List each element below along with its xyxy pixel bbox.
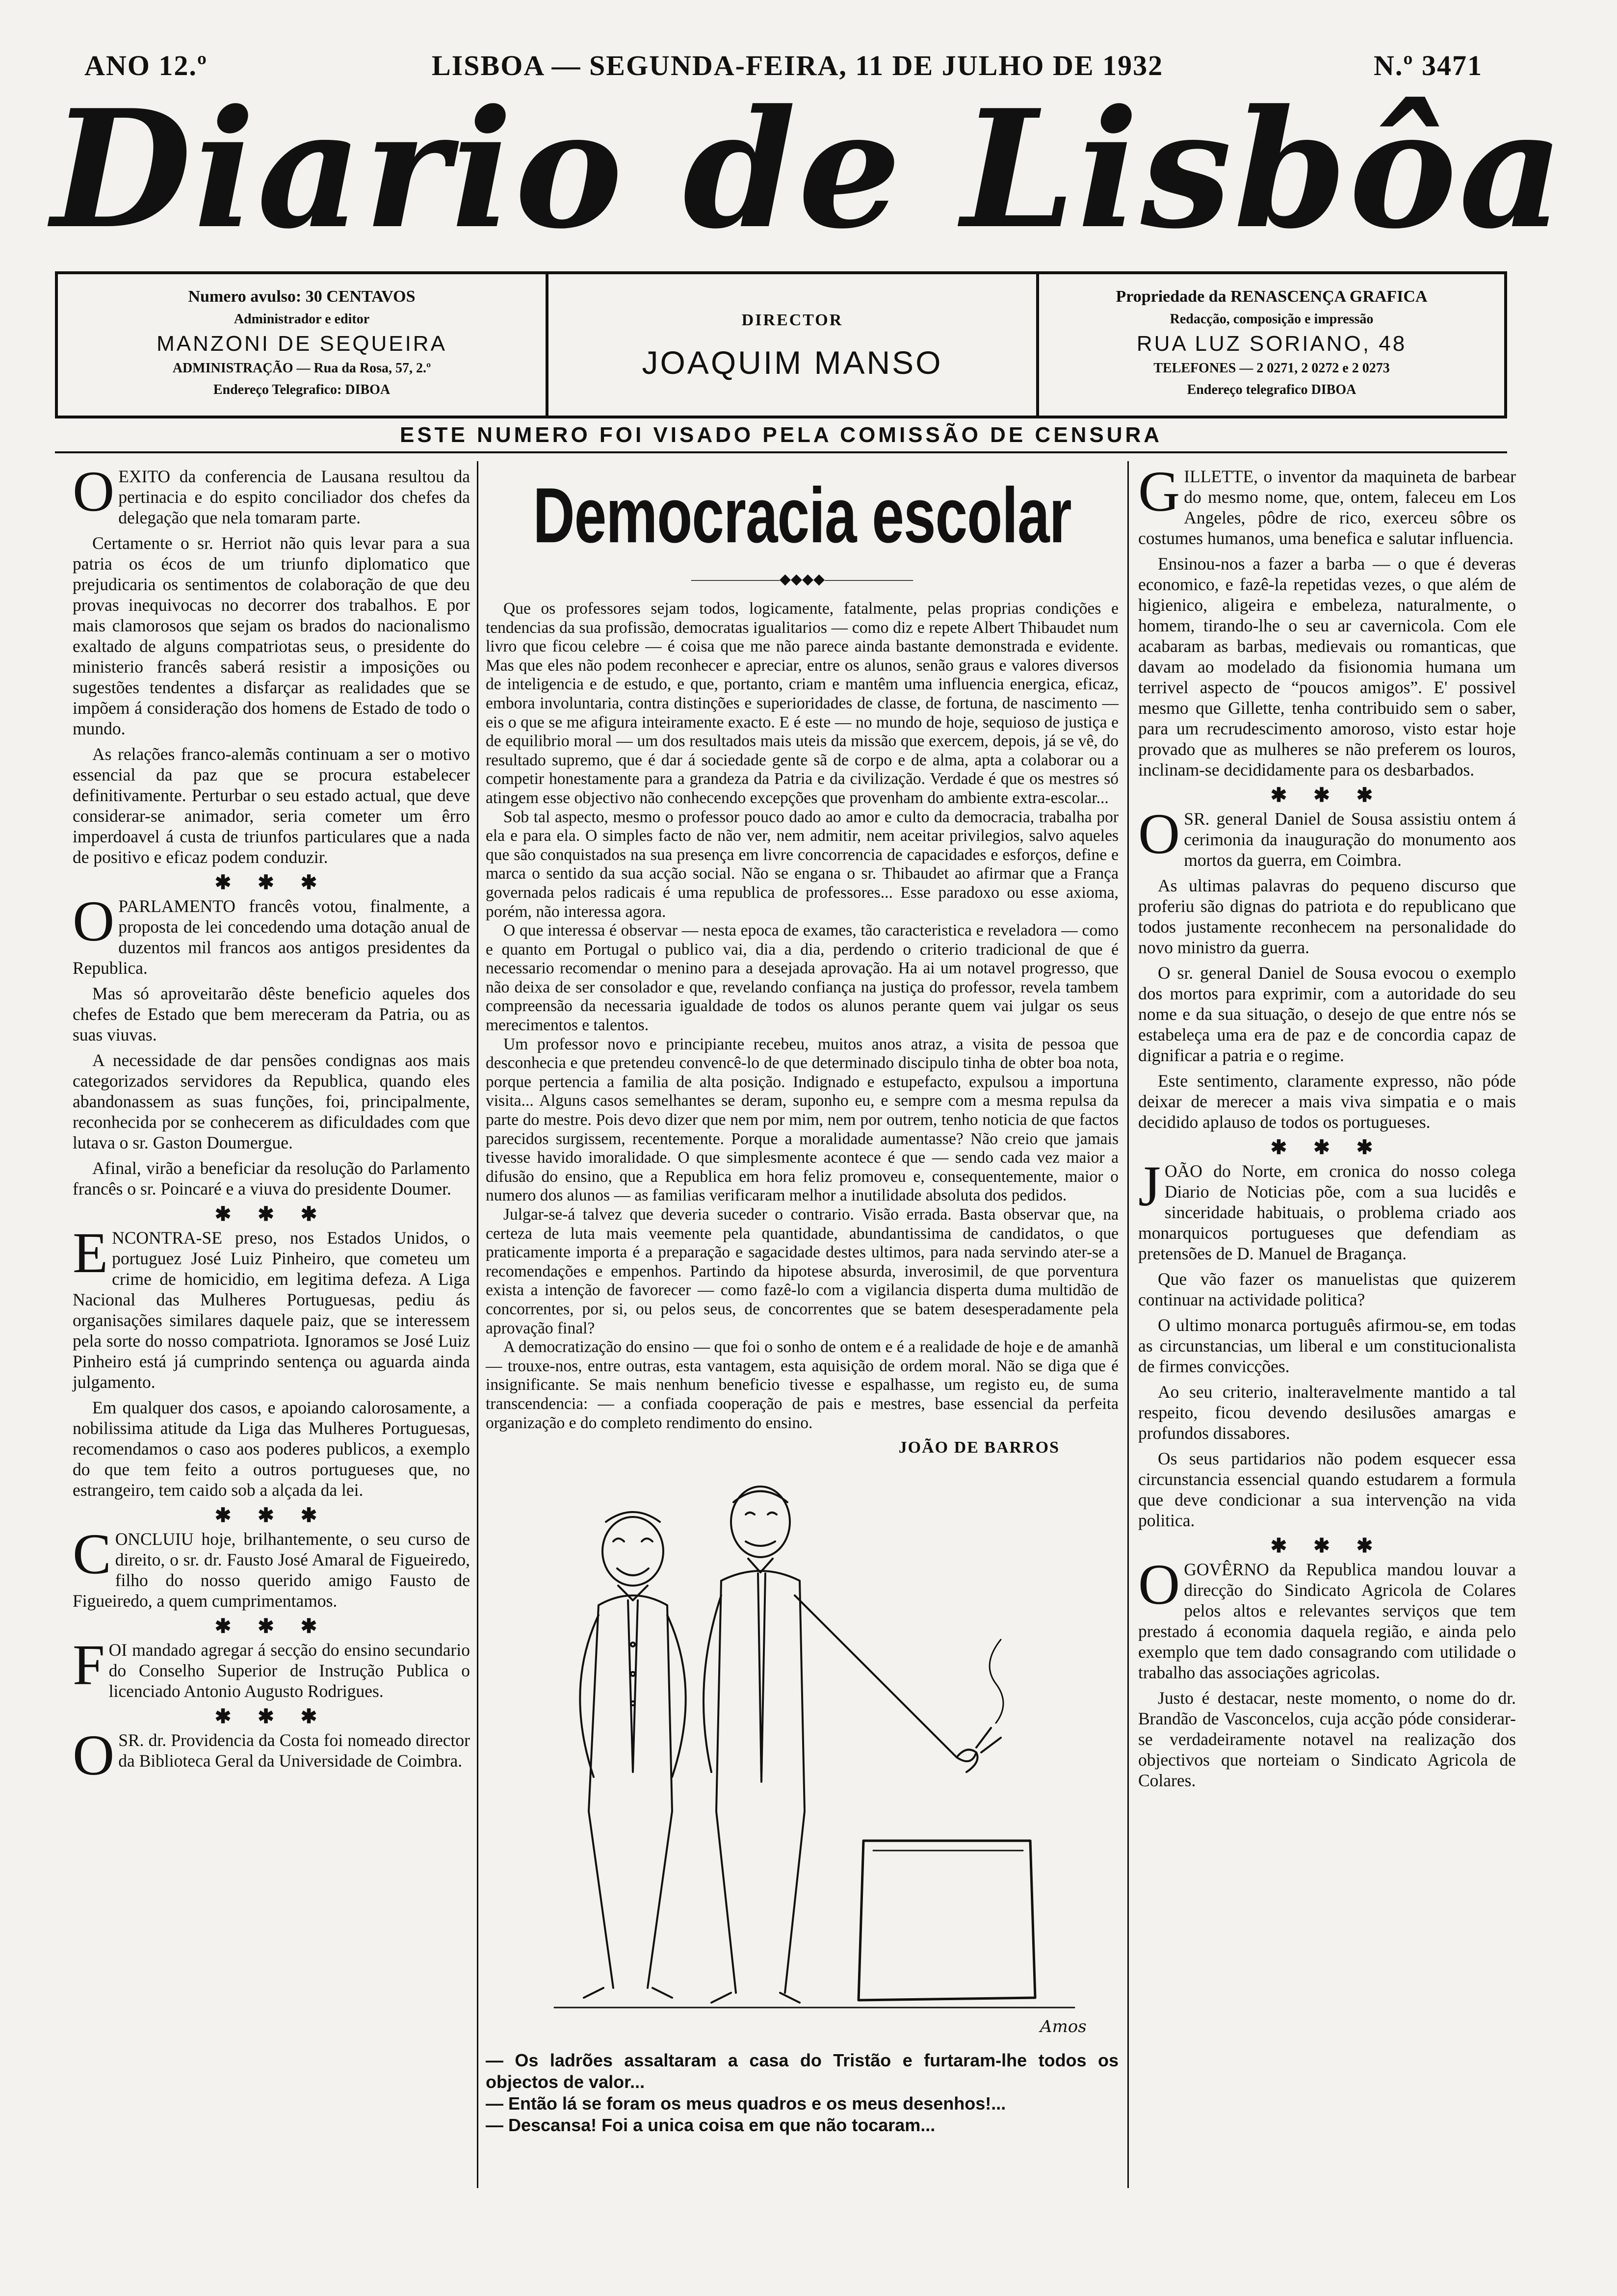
paragraph: PARLAMENTO francês votou, finalmente, a proposta de lei concedendo uma dotação anual de duzentos mil francos aos antigos presidentes da Republica. [73,896,470,978]
paragraph: OI mandado agregar á secção do ensino secundario do Conselho Superior de Instrução Publica o licenciado Antonio Augusto Rodrigues. [108,1640,470,1701]
dropcap: O [73,889,115,953]
brief-general [1138,802,1516,1132]
brief-gillette [1138,459,1516,780]
brief-parlamento [73,889,470,1199]
paragraph: A democratização do ensino — que foi o sonho de ontem e é a realidade de hoje e de amanhã — trouxe-nos, entre outras, esta vantagem, esta aquisição de ordem moral. Não se diga que é insignificante. Se mais nenhum beneficio tivesse e espalhasse, um registo eu, de suma transcendencia: — a confiada cooperação de pais e mestres, base essencial da perfeita organização e do completo rendimento do ensino. [486,1338,1119,1432]
admin-label: Administrador e editor [234,312,370,327]
telegraph-address: Endereço Telegrafico: DIBOA [213,382,391,397]
brief-lausana [73,459,470,867]
separator: ✱ ✱ ✱ [214,1705,328,1727]
paragraph: SR. general Daniel de Sousa assistiu ontem á cerimonia da inauguração do monumento aos mortos da guerra, em Coimbra. [1184,809,1516,870]
info-left [58,274,548,416]
masthead: Diario de Lisbôa [51,74,1566,264]
dateline: LISBOA — SEGUNDA-FEIRA, 11 DE JULHO DE 1932 [432,50,1164,81]
separator: ✱ ✱ ✱ [214,1504,328,1526]
separator: ✱ ✱ ✱ [214,1203,328,1225]
cartoon-caption [486,2050,1119,2136]
phones: TELEFONES — 2 0271, 2 0272 e 2 0273 [1153,361,1390,376]
owner-line: Propriedade da RENASCENÇA GRAFICA [1116,287,1428,306]
cartoon [486,1468,1119,2047]
editorial-address: RUA LUZ SORIANO, 48 [1136,332,1407,356]
brief-preso [73,1221,470,1500]
right-column [1138,459,1516,1796]
brief-biblioteca [73,1723,470,1787]
censorship-notice: ESTE NUMERO FOI VISADO PELA COMISSÃO DE CENSURA [399,423,1163,447]
paragraph: ONCLUIU hoje, brilhantemente, o seu curso de direito, o sr. dr. Fausto José Amaral de Figueiredo, filho do nosso querido amigo Fausto de Figueiredo, a quem cumprimentamos. [73,1529,470,1611]
info-bar [55,271,1507,418]
paragraph: Ao seu criterio, inalteravelmente mantido a tal respeito, ficou devendo desilusões amargas e profundos dissabores. [1138,1382,1516,1443]
paragraph: Afinal, virão a beneficiar da resolução do Parlamento francês o sr. Poincaré e a viuva do presidente Doumer. [73,1158,470,1199]
article-body [486,600,1119,1433]
edition-year: ANO 12.º [84,50,208,81]
director-label: DIRECTOR [741,311,843,329]
caption-line: — Então lá se foram os meus quadros e os meus desenhos!... [486,2093,1006,2114]
issue-number: N.º 3471 [1374,50,1483,81]
paragraph: O sr. general Daniel de Sousa evocou o exemplo dos mortos para exprimir, com a autoridade do seu nome e da sua situação, o desejo de que entre nós se estabeleça uma era de paz e de concordia capaz de dignificar a patria e o regime. [1138,963,1516,1065]
paragraph: O que interessa é observar — nesta epoca de exames, tão caracteristica e reveladora — como e quanto em Portugal o publico vai, dia a dia, perdendo o criterio tradicional de que é necessario recomendar o menino para a desejada aprovação. Ha ai um notavel progresso, que não deixa de ser consolador e que, revelando confiança na justiça do professor, revela tambem compreensão da necessaria igualdade de todos os alunos perante quem vai julgar os seus merecimentos e talentos. [486,921,1119,1035]
dropcap: O [1138,802,1180,866]
paragraph: OÃO do Norte, em cronica do nosso colega Diario de Noticias põe, com a sua lucidês e sinceridade habituais, o problema criado aos monarquicos portugueses que defendiam as pretensões de D. Manuel de Bragança. [1138,1161,1516,1263]
ornament-rule: ——————◆◆◆◆—————— [691,571,913,587]
headline: Democracia escolar [533,472,1071,560]
dropcap: O [1138,1552,1180,1617]
separator: ✱ ✱ ✱ [1270,1136,1384,1158]
price-line: Numero avulso: 30 CENTAVOS [188,287,416,306]
center-column [486,466,1119,2136]
column-rule-right [1127,461,1129,2188]
paragraph: Um professor novo e principiante recebeu, muitos anos atraz, a visita de pessoa que desconhecia e que pretendeu convencê-lo de que determinado discipulo tinha de obter boa nota, porque pertencia a familia de alta posição. Indignado e estupefacto, expulsou a importuna visita... Alguns casos semelhantes se deram, suponho eu, e sempre com a mesma repulsa da parte do mestre. Pois devo dizer que nem por mim, nem por outrem, tenho noticia de que factos parecidos surgissem, recentemente. Porque a moralidade aumentasse? Não creio que jamais tivesse havido imoralidade. O que simplesmente acontece é que — sendo cada vez maior a difusão do ensino, que a Republica em hora feliz promoveu e, consequentemente, maior o numero dos alunos — as familias verificaram melhor a inutilidade absoluta dos pedidos. [486,1035,1119,1205]
separator: ✱ ✱ ✱ [1270,784,1384,806]
paragraph: Em qualquer dos casos, e apoiando calorosamente, a nobilissima atitude da Liga das Mulheres Portuguesas, recomendamos o caso aos poderes publicos, a exemplo do que tem feito a outros portugueses que, no estrangeiro, tem caido sob a alçada da lei. [73,1398,470,1500]
brief-governo [1138,1552,1516,1791]
caption-line: — Descansa! Foi a unica coisa em que não tocaram... [486,2115,936,2136]
paragraph: ILLETTE, o inventor da maquineta de barbear do mesmo nome, que, ontem, faleceu em Los Angeles, pôdre de rico, exerceu sôbre os costumes humanos, uma benefica e salutar influencia. [1138,467,1516,548]
paragraph: SR. dr. Providencia da Costa foi nomeado director da Biblioteca Geral da Universidade de Coimbra. [118,1730,470,1771]
paragraph: Este sentimento, claramente expresso, não póde deixar de merecer a mais viva simpatia e o mais decidido aplauso de todos os portugueses. [1138,1071,1516,1132]
dropcap: O [73,459,115,523]
cartoon-signature: Amos [1040,2017,1087,2037]
brief-agregar [73,1633,470,1701]
separator: ✱ ✱ ✱ [214,1615,328,1637]
cartoon-drawing [486,1468,1119,2047]
dropcap: C [73,1522,111,1586]
byline: JOÃO DE BARROS [898,1438,1060,1457]
caption-line: — Os ladrões assaltaram a casa do Tristão e furtaram-lhe todos os objectos de valor... [486,2050,1119,2092]
brief-joao-do-norte [1138,1154,1516,1531]
paragraph: Sob tal aspecto, mesmo o professor pouco dado ao amor e culto da democracia, trabalha por ela e para ela. O simples facto de não ver, nem admitir, nem aceitar privilegios, salvo aqueles que são conquistados na sua presença em livre concorrencia de capacidades e esforços, define e marca o sentido da sua acção social. Não se engana o sr. Thibaudet ao afirmar que a França governada pelos radicais é uma republica de professores... Esse paradoxo ou esse axioma, porém, não interessa agora. [486,808,1119,921]
telegraph-right: Endereço telegrafico DIBOA [1187,382,1356,397]
paragraph: Ensinou-nos a fazer a barba — o que é deveras economico, e fazê-la repetidas vezes, o que além de higienico, aligeira e embeleza, naturalmente, o homem, tirando-lhe o seu ar cavernicola. Com ele acabaram as barbas, medievais ou romanticas, que davam ao modelado da fisionomia humana um terrivel aspecto de “poucos amigos”. E' possivel mesmo que Gillette, tenha contribuido sem o saber, para um recrudescimento amoroso, visto estar hoje provado que as mulheres se não preferem os louros, inclinam-se decididamente para os desbarbados. [1138,554,1516,780]
paragraph: Mas só aproveitarão dêste beneficio aqueles dos chefes de Estado que bem mereceram da Patria, ou as suas viuvas. [73,984,470,1044]
paragraph: Justo é destacar, neste momento, o nome do dr. Brandão de Vasconcelos, cuja acção póde considerar-se verdadeiramente notavel na realização dos objectivos que norteiam o Sindicato Agricola de Colares. [1138,1688,1516,1790]
dropcap: O [73,1723,115,1787]
paragraph: Julgar-se-á talvez que deveria suceder o contrario. Visão errada. Basta observar que, na certeza de luta mais veemente pela quantidade, abundantissima de candidatos, o que praticamente importa é a preparação e sagacidade destes ultimos, para nada servindo ater-se a recomendações e empenhos. Partindo da hipotese absurda, inverosimil, de que porventura exista a intenção de favorecer — como fazê-lo com a vigilancia disperta duma multidão de concorrentes, por si, ou pelos seus, de concorrentes que se batem desesperadamente pela aprovação final? [486,1205,1119,1337]
admin-name: MANZONI DE SEQUEIRA [156,332,447,356]
paragraph: Certamente o sr. Herriot não quis levar para a sua patria os écos de um triunfo diplomatico que prejudicaria os sentimentos de colaboração de que deu provas inequivocas no decorrer dos trabalhos. E por mais clamorosos que sejam os brados do nacionalismo exaltado de alguns compatriotas seus, o presidente do ministerio francês saberá resistir a imposições ou sugestões tendentes a disfarçar as realidades que se impõem á consideração dos homens de Estado de todo o mundo. [73,533,470,738]
separator: ✱ ✱ ✱ [214,871,328,893]
director-name: JOAQUIM MANSO [642,344,943,381]
header-rule [55,451,1507,453]
paragraph: A necessidade de dar pensões condignas aos mais categorizados servidores da Republica, quando eles abandonassem as suas funções, foi, principalmente, reconhecida por se conhecerem as dificuldades com que lutava o sr. Gaston Doumergue. [73,1050,470,1152]
dropcap: J [1138,1154,1161,1218]
paragraph: Que os professores sejam todos, logicamente, fatalmente, pelas proprias condições e tendencias da sua profissão, democratas igualitarios — como diz e repete Albert Thibaudet num livro que ficou celebre — é coisa que me não parece ainda bastante demonstrada e evidente. Mas que eles não podem reconhecer e apreciar, entre os alunos, senão graus e valores diversos de inteligencia e de estudo, e que, portanto, criam e mantêm uma influencia energica, eficaz, embora involuntaria, contra distinções e superioridades de classe, de fortuna, de nascimento — eis o que se me afigura inteiramente exacto. E é este — no mundo de hoje, sequioso de justiça e de equilibrio moral — um dos resultados mais uteis da missão que exercem, depois, já se vê, do resultado supremo, que é dar á sociedade gente sã de corpo e de alma, apta a colaborar ou a competir honestamente para a grandeza da Patria e da civilização. Verdade é que os mestres só atingem esse objectivo não conhecendo excepções que provenham do ambiente extra-escolar... [486,600,1119,807]
editorial-label: Redacção, composição e impressão [1170,312,1374,327]
info-right [1039,274,1504,416]
info-center [548,274,1039,416]
left-column [73,459,470,1787]
paragraph: O ultimo monarca português afirmou-se, em todas as circunstancias, um liberal e um constitucionalista de firmes convicções. [1138,1315,1516,1376]
paragraph: Que vão fazer os manuelistas que quizerem continuar na actividade politica? [1138,1269,1516,1309]
paragraph: NCONTRA-SE preso, nos Estados Unidos, o portuguez José Luiz Pinheiro, que cometeu um crime de homicidio, em legitima defeza. A Liga Nacional das Mulheres Portuguesas, pediu ás organisações similares daquele paiz, que se interessem pela sorte do nosso compatriota. Ignoramos se José Luiz Pinheiro está já cumprindo sentença ou aguarda ainda julgamento. [73,1228,470,1392]
separator: ✱ ✱ ✱ [1270,1535,1384,1557]
brief-curso [73,1522,470,1611]
dropcap: G [1138,459,1180,523]
paragraph: GOVÊRNO da Republica mandou louvar a direcção do Sindicato Agricola de Colares pelos altos e relevantes serviços que tem prestado á economia daquela região, e ainda pelo exemplo que tem dado consagrando com utilidade o trabalho das associações agricolas. [1138,1560,1516,1682]
admin-address: ADMINISTRAÇÃO — Rua da Rosa, 57, 2.º [172,361,431,376]
dropcap: E [73,1221,108,1285]
dropcap: F [73,1633,105,1697]
paragraph: Os seus partidarios não podem esquecer essa circunstancia essencial quando estudarem a formula que deve condicionar a sua intervenção na vida politica. [1138,1449,1516,1530]
paragraph: As relações franco-alemãs continuam a ser o motivo essencial da paz que se procura estabelecer definitivamente. Perturbar o seu estado actual, que deve considerar-se animador, seria cometer um êrro imperdoavel á custa de triunfos particulares que a nada de positivo e eficaz podem conduzir. [73,744,470,867]
paragraph: EXITO da conferencia de Lausana resultou da pertinacia e do espito conciliador dos chefes da delegação que nela tomaram parte. [118,467,470,527]
column-rule-left [477,461,478,2188]
paragraph: As ultimas palavras do pequeno discurso que proferiu são dignas do patriota e do republicano que todos justamente reconhecem na personalidade do novo ministro da guerra. [1138,876,1516,957]
